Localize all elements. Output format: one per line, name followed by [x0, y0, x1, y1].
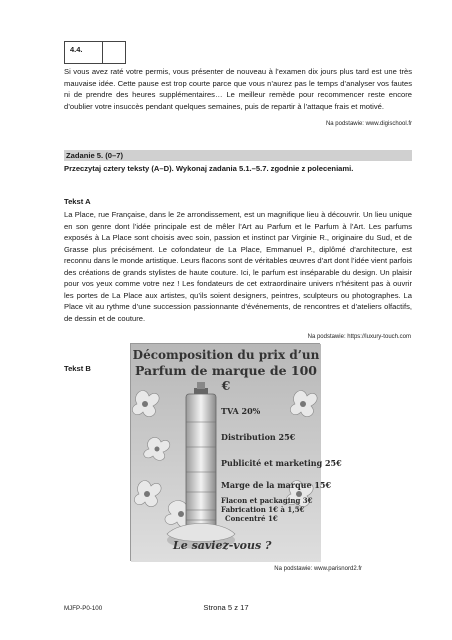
task-instruction: Przeczytaj cztery teksty (A–D). Wykonaj zadania 5.1.–5.7. zgodnie z poleceniami. [64, 164, 354, 173]
poster-item-concentre: Concentré 1€ [225, 514, 278, 523]
poster-title-line1: Décomposition du prix d’un [132, 348, 320, 362]
poster-question: Le saviez-vous ? [173, 539, 272, 552]
text-b-source: Na podstawie: www.parisnord2.fr [274, 566, 362, 572]
task-title: Zadanie 5. (0–7) [64, 150, 412, 161]
answer-box [64, 41, 126, 64]
poster-item-marge: Marge de la marque 15€ [221, 480, 332, 490]
poster-item-fabrication: Fabrication 1€ à 1,5€ [221, 505, 305, 514]
intro-paragraph: Si vous avez raté votre permis, vous présenter de nouveau à l’examen dix jours plus tard est une très mauvaise idée. Cette pause est trop courte parce que vous n’aurez pas le temps d’analyser vos fautes ni de prendre des heures supplémentaires… Le meilleur remède pour recommencer reste encore d’oublier votre insuccès pendant quelques semaines, puis de repartir à l’attaque frais et motivé. [64, 67, 412, 111]
poster-item-tva: TVA 20% [221, 406, 261, 416]
answer-box-cell[interactable] [103, 42, 125, 63]
poster-item-flacon: Flacon et packaging 3€ [221, 496, 313, 505]
intro-source: Na podstawie: www.digischool.fr [325, 121, 412, 127]
footer-exam-code: MJFP-P0-100 [64, 605, 103, 612]
poster-item-publicite: Publicité et marketing 25€ [221, 458, 342, 468]
text-a-paragraph: La Place, rue Française, dans le 2e arrondissement, est un magnifique lieu à découvrir. Un lieu unique en son genre dont l’idée principale est de mêler l’Art au Parfum et le Parfum à l’Art. Les parfums exposés à La Place sont choisis avec soin, passion et instinct par Virginie R., originaire du Sud, et de Grasse plus précisément. Le cofondateur de La Place, Emmanuel P., diplômé d’architecture, est reconnu dans le monde artistique. Leurs flacons sont de véritables œuvres d’art dont l’idée vient parfois des créations de grands stylistes de haute couture. Ici, le parfum est inséparable du design. Un plaisir pour vos yeux comme votre nez ! Les fondateurs de cet extraordinaire univers n’hésitent pas à ouvrir les portes de La Place aux artistes, qu’ils soient designers, peintres, sculpteurs ou photographes. La Place vit au rythme d’une succession passionnante d’événements, de rencontres et d’ateliers olfactifs, de dessin et de couture. [64, 210, 412, 323]
text-b-heading: Tekst B [64, 364, 91, 373]
text-a-heading: Tekst A [64, 197, 91, 206]
perfume-price-poster [130, 343, 342, 561]
footer-page-number: Strona 5 z 17 [203, 603, 249, 612]
poster-title-line2: Parfum de marque de 100 € [134, 363, 318, 393]
poster-item-distribution: Distribution 25€ [221, 432, 296, 442]
answer-box-label: 4.4. [65, 42, 103, 63]
text-a-source: Na podstawie: https://luxury-touch.com [307, 334, 411, 340]
